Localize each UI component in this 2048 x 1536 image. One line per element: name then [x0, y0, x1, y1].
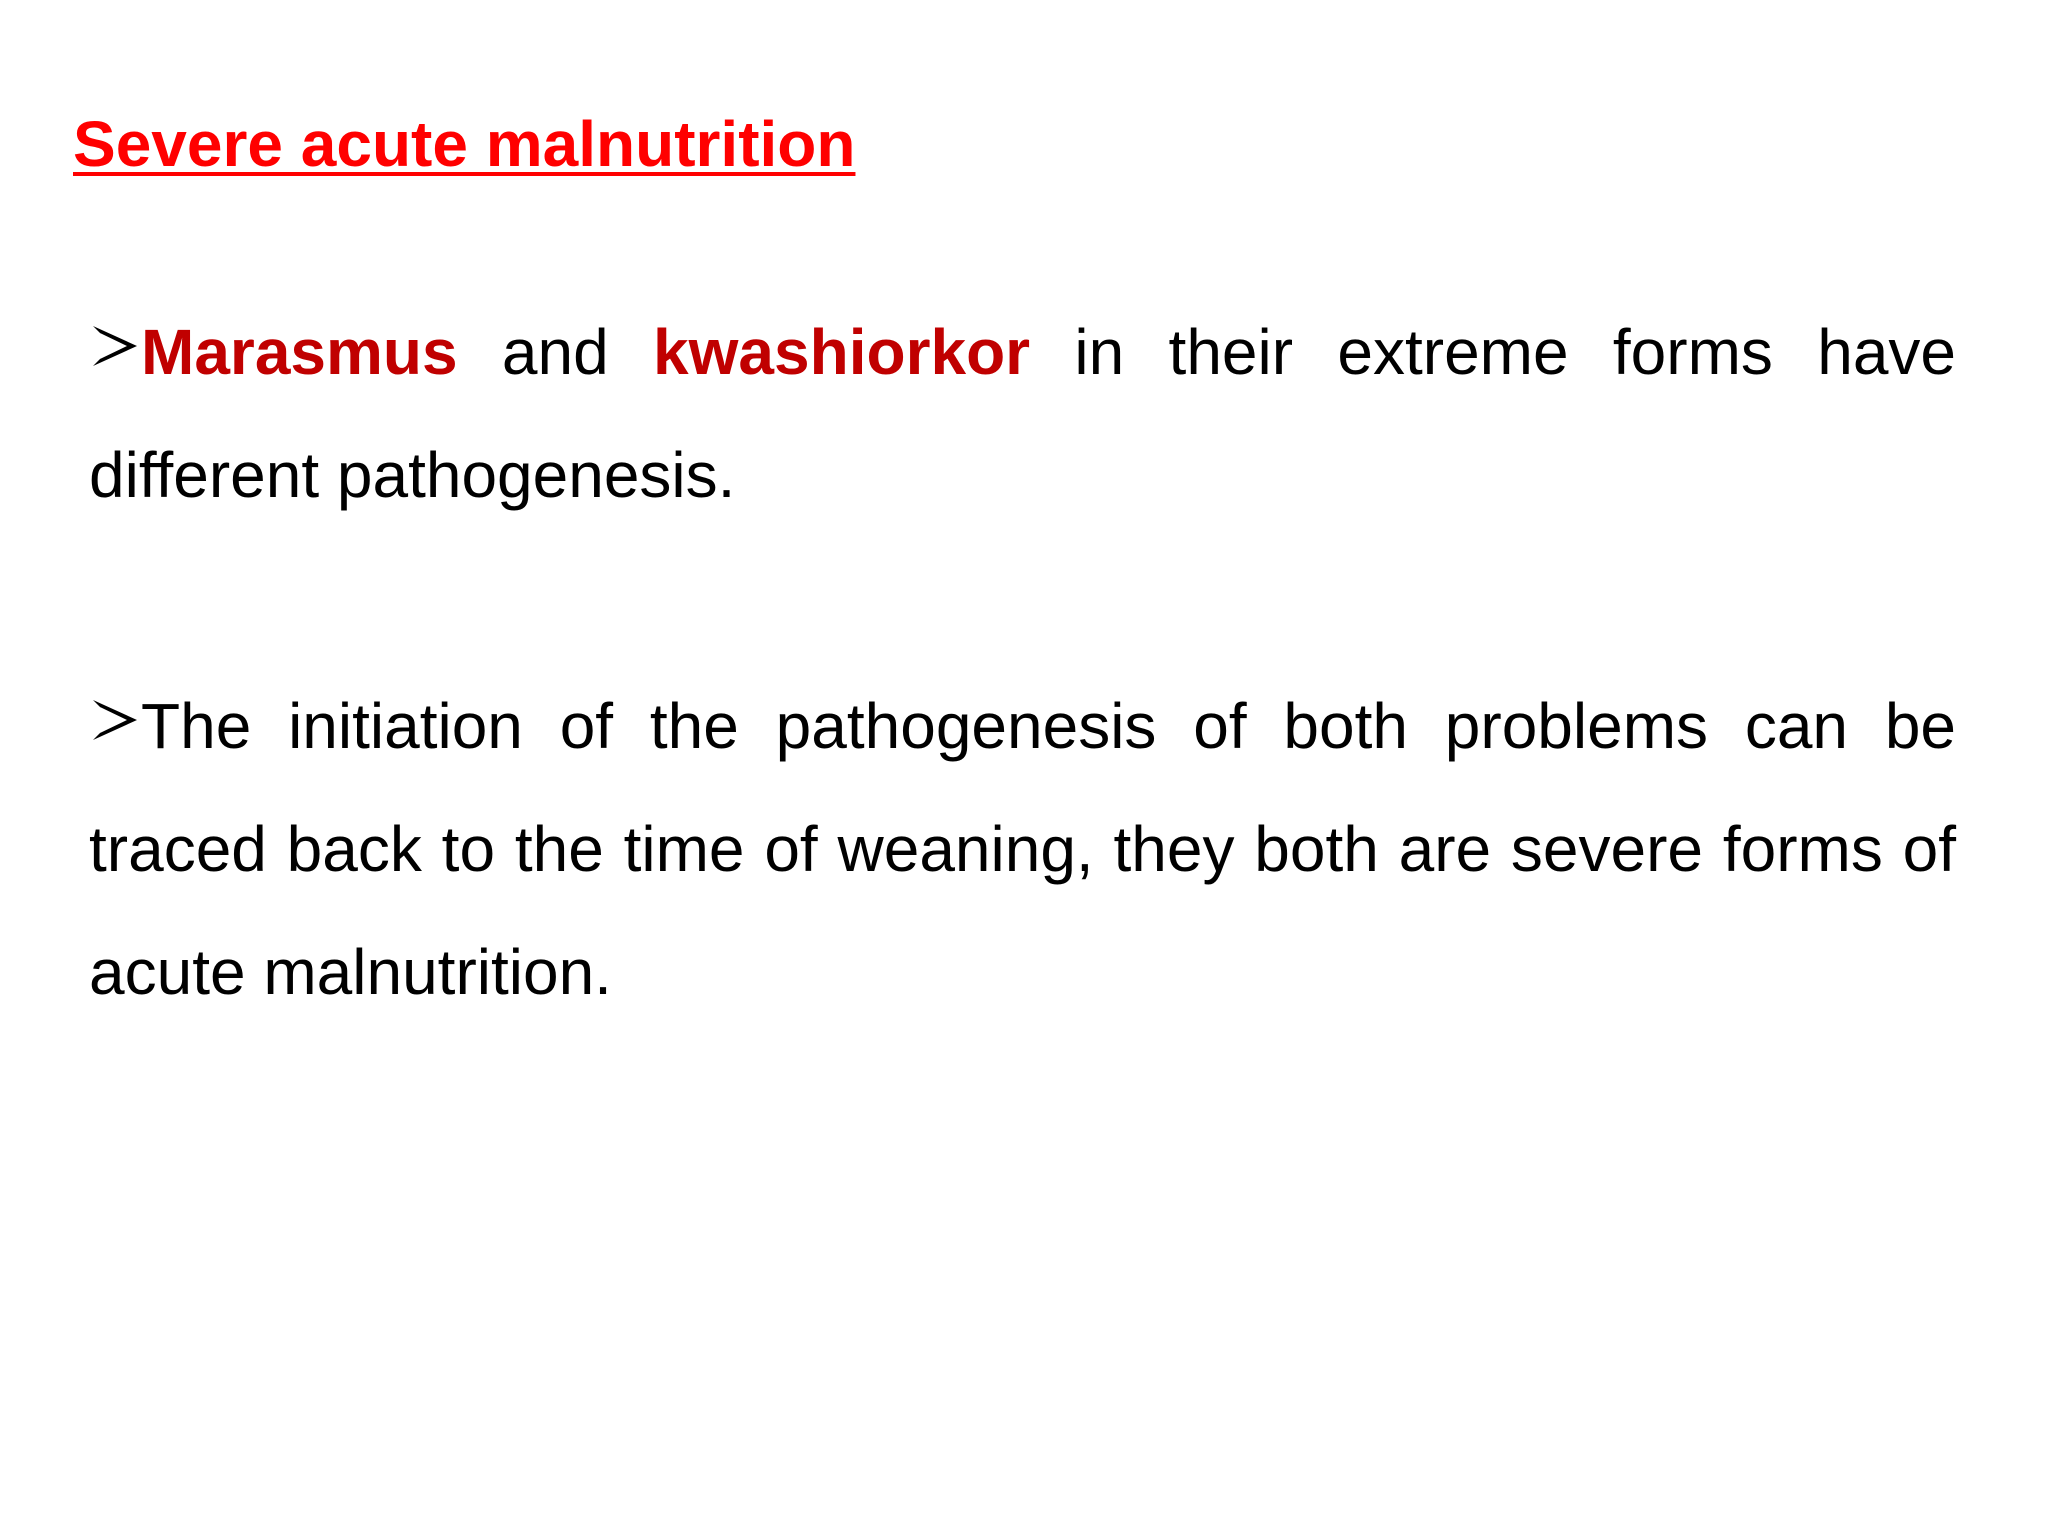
term-kwashiorkor: kwashiorkor: [653, 316, 1031, 388]
slide-title: Severe acute malnutrition: [73, 108, 856, 180]
arrow-bullet-icon: [89, 694, 141, 746]
bullet-point-2: [89, 665, 1956, 1034]
bullet-1-connector: and: [457, 316, 654, 388]
bullet-point-1: [89, 291, 1956, 537]
bullet-1-text: in their extreme forms have different pathogenesis.: [89, 316, 1957, 511]
bullet-2-text: The initiation of the pathogenesis of both problems can be traced back to the time of weaning, they both are severe forms of acute malnutrition.: [89, 690, 1956, 1008]
term-marasmus: Marasmus: [141, 316, 458, 388]
arrow-bullet-icon: [89, 320, 141, 372]
